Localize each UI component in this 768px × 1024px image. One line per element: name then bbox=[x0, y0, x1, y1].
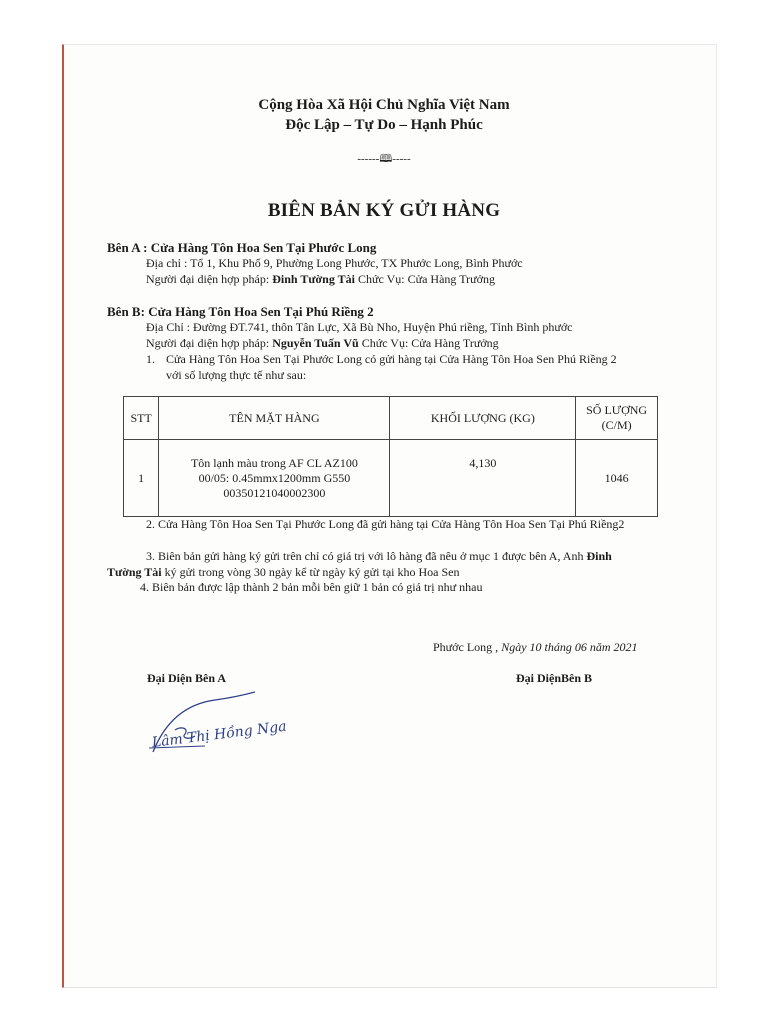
goods-table bbox=[123, 396, 658, 517]
signature-a-signer: Lâm Thị Hồng Nga bbox=[151, 718, 288, 751]
col-quantity: SỐ LƯỢNG (C/M) bbox=[576, 397, 658, 440]
clause-4: 4. Biên bản được lập thành 2 bản mỗi bên giữ 1 bản có giá trị như nhau bbox=[140, 580, 483, 594]
party-a-name: Cửa Hàng Tôn Hoa Sen Tại Phước Long bbox=[150, 240, 377, 255]
ornament-divider: ------🕮----- bbox=[357, 153, 411, 165]
party-a-rep-name: Đinh Tường Tài bbox=[272, 272, 355, 286]
cell-item-name: Tôn lạnh màu trong AF CL AZ100 00/05: 0.45mmx1200mm G550 00350121040002300 bbox=[159, 440, 390, 517]
date-text: Ngày 10 tháng 06 năm 2021 bbox=[501, 640, 638, 654]
clause-2: 2. Cửa Hàng Tôn Hoa Sen Tại Phước Long đã gửi hàng tại Cửa Hàng Tôn Hoa Sen Tại Phú Riềng2 bbox=[146, 517, 625, 531]
national-title: Cộng Hòa Xã Hội Chủ Nghĩa Việt Nam bbox=[258, 97, 510, 113]
party-a-address: Địa chỉ : Tổ 1, Khu Phố 9, Phường Long Phước, TX Phước Long, Bình Phước bbox=[146, 256, 523, 270]
cell-stt: 1 bbox=[124, 440, 159, 517]
signature-a-label: Đại Diện Bên A bbox=[147, 671, 227, 685]
clause-1-line2: với số lượng thực tế như sau: bbox=[166, 368, 307, 382]
signature-b-label: Đại DiệnBên B bbox=[516, 671, 593, 685]
party-a-representative: Người đại diện hợp pháp: Đinh Tường Tài Chức Vụ: Cửa Hàng Trưởng bbox=[146, 272, 495, 286]
col-stt: STT bbox=[124, 397, 159, 440]
party-b-name: Cửa Hàng Tôn Hoa Sen Tại Phú Riềng 2 bbox=[148, 304, 374, 319]
cell-weight: 4,130 bbox=[390, 440, 576, 517]
party-b-label: Bên B bbox=[107, 304, 141, 319]
party-b-rep-name: Nguyễn Tuấn Vũ bbox=[272, 336, 359, 350]
date-place: Phước Long , bbox=[433, 640, 502, 654]
national-motto: Độc Lập – Tự Do – Hạnh Phúc bbox=[285, 117, 483, 133]
party-a-label: Bên A bbox=[107, 240, 140, 255]
party-b-representative: Người đại diện hợp pháp: Nguyễn Tuấn Vũ Chức Vụ: Cửa Hàng Trưởng bbox=[146, 336, 499, 350]
party-b-address: Địa Chỉ : Đường ĐT.741, thôn Tân Lực, Xã Bù Nho, Huyện Phú riềng, Tỉnh Bình phước bbox=[146, 320, 573, 334]
date-line bbox=[433, 640, 638, 655]
document-title: BIÊN BẢN KÝ GỬI HÀNG bbox=[267, 200, 501, 221]
col-weight: KHỐI LƯỢNG (KG) bbox=[390, 397, 576, 440]
table-row bbox=[124, 440, 658, 517]
clause-3-line2: Tường Tài ký gửi trong vòng 30 ngày kể từ ngày ký gửi tại kho Hoa Sen bbox=[107, 565, 460, 579]
cell-quantity: 1046 bbox=[576, 440, 658, 517]
party-a-heading: Bên A : Cửa Hàng Tôn Hoa Sen Tại Phước Long bbox=[107, 240, 377, 255]
clause-1-number: 1. bbox=[146, 352, 155, 366]
clause-3-line1: 3. Biên bản gửi hàng ký gửi trên chỉ có giá trị với lô hàng đã nêu ở mục 1 được bên A, Anh Đinh bbox=[146, 549, 612, 563]
party-b-heading: Bên B: Cửa Hàng Tôn Hoa Sen Tại Phú Riềng 2 bbox=[107, 304, 374, 319]
col-item-name: TÊN MẶT HÀNG bbox=[159, 397, 390, 440]
clause-1-line1: Cửa Hàng Tôn Hoa Sen Tại Phước Long có gửi hàng tại Cửa Hàng Tôn Hoa Sen Phú Riềng 2 bbox=[166, 352, 617, 366]
table-header-row bbox=[124, 397, 658, 440]
